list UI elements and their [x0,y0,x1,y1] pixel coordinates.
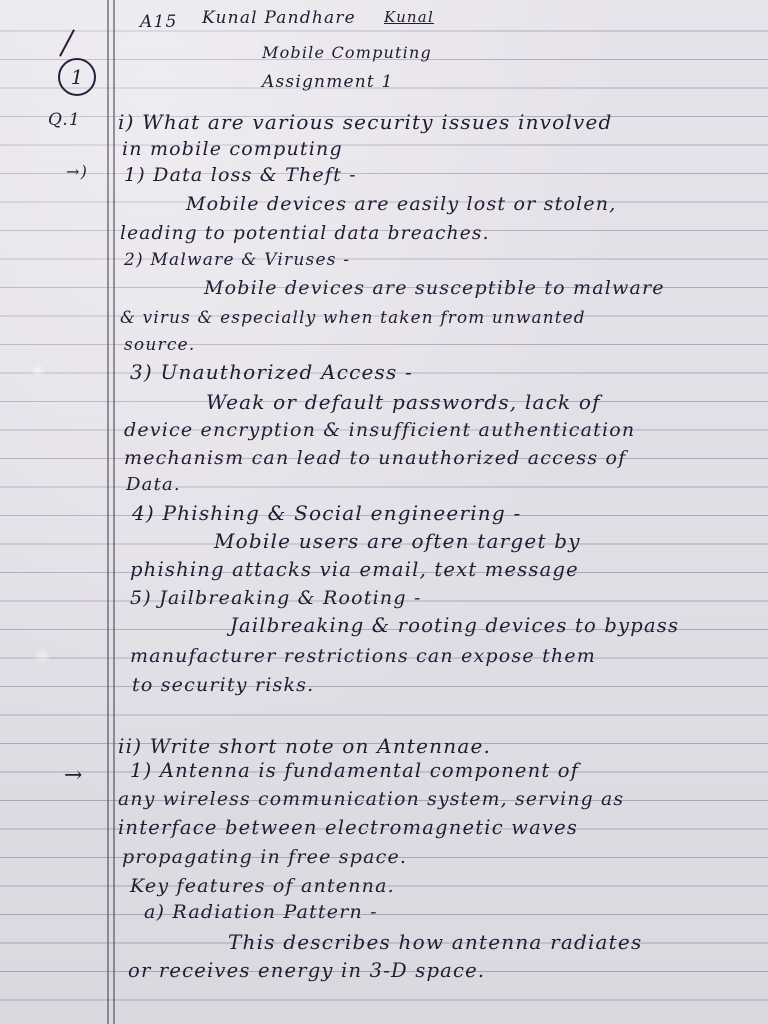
answer-line: Jailbreaking & rooting devices to bypass [230,614,680,637]
answer-line: phishing attacks via email, text message [130,558,579,581]
answer-line: device encryption & insufficient authentication [124,419,636,441]
answer-line: propagating in free space. [122,846,408,868]
answer-line: manufacturer restrictions can expose them [130,645,597,667]
punch-hole-mark [30,362,46,378]
point-heading: a) Radiation Pattern - [144,901,378,923]
answer-line: Key features of antenna. [130,875,395,897]
point-heading: 5) Jailbreaking & Rooting - [130,587,422,609]
point-heading: 3) Unauthorized Access - [130,360,413,384]
question-label: Q.1 [48,110,81,130]
answer-line: Weak or default passwords, lack of [206,390,601,414]
answer-line: Data. [126,474,181,495]
point-heading: 2) Malware & Viruses - [124,250,351,270]
margin-arrow-1: →) [66,162,89,181]
answer-line: mechanism can lead to unauthorized access of [124,447,627,469]
page-number: 1 [58,58,96,96]
answer-line: source. [124,335,196,355]
roll-number: A15 [140,12,178,32]
answer-line: interface between electromagnetic waves [118,816,579,839]
student-name: Kunal Pandhare [202,8,356,28]
answer-line: Mobile users are often target by [214,529,581,553]
margin-arrow-2: → [64,763,84,788]
point-heading: 1) Data loss & Theft - [124,164,357,186]
answer-line: or receives energy in 3-D space. [128,959,486,982]
student-signature: Kunal [384,8,434,26]
question-line: i) What are various security issues involved [118,110,613,134]
answer-line: 1) Antenna is fundamental component of [130,759,580,782]
answer-line: any wireless communication system, serving as [118,789,625,810]
margin-rule-right [113,0,115,1024]
margin-rule-left [107,0,109,1024]
answer-line: leading to potential data breaches. [120,223,490,244]
page-number-stroke [59,29,75,56]
subject-title: Mobile Computing [262,43,432,62]
answer-line: & virus & especially when taken from unwanted [120,307,586,327]
answer-line: Mobile devices are susceptible to malware [204,277,665,299]
answer-line: to security risks. [132,674,315,696]
question-line: ii) Write short note on Antennae. [118,734,492,758]
answer-line: This describes how antenna radiates [228,930,643,954]
point-heading: 4) Phishing & Social engineering - [132,501,522,525]
assignment-title: Assignment 1 [262,72,394,92]
punch-hole-mark [34,648,50,664]
question-line: in mobile computing [122,138,343,160]
answer-line: Mobile devices are easily lost or stolen, [186,193,617,215]
